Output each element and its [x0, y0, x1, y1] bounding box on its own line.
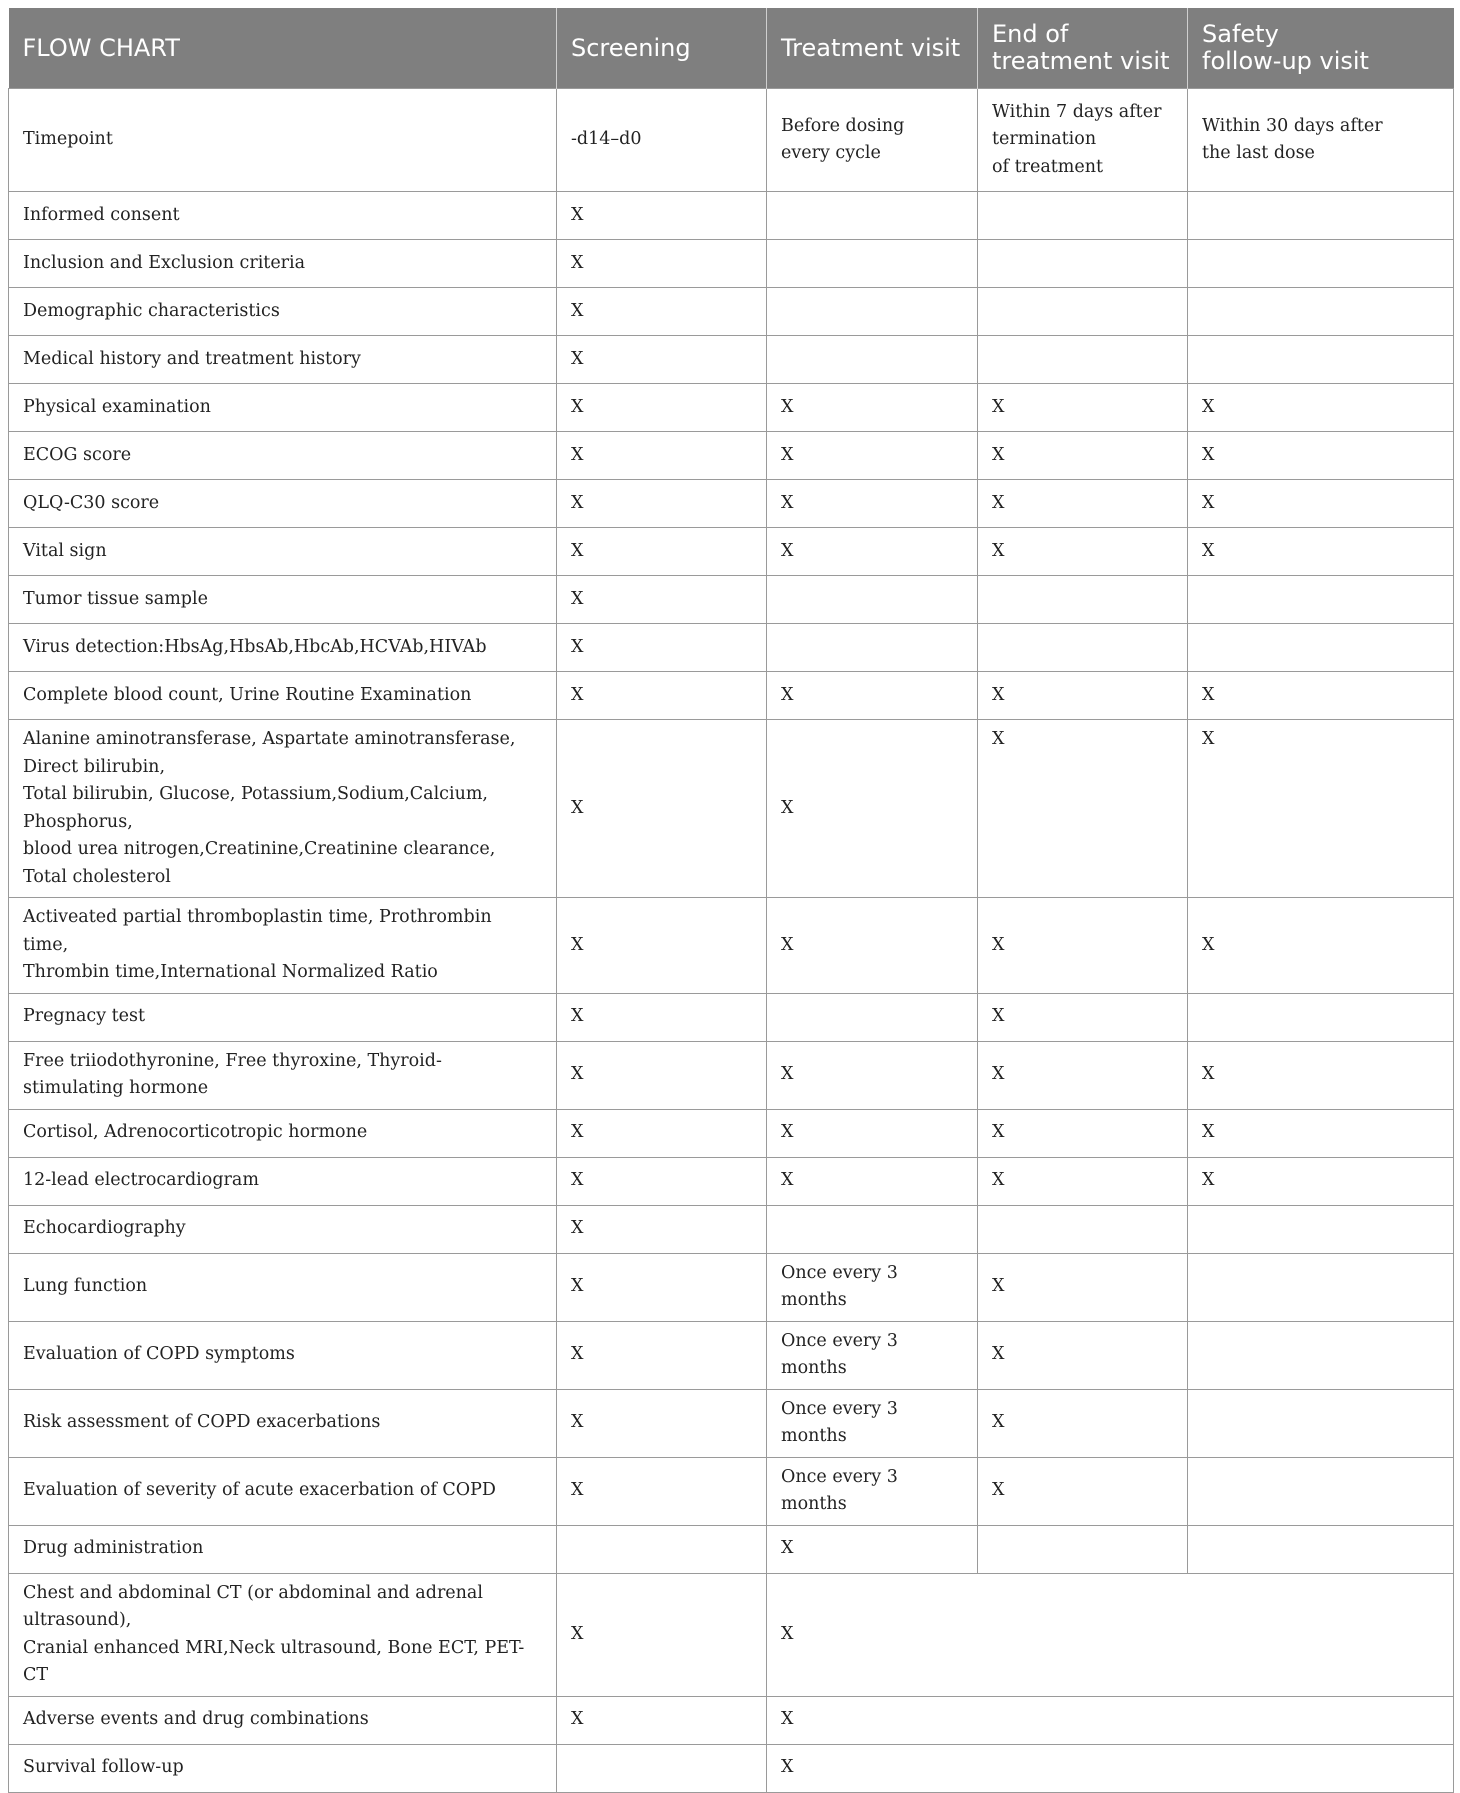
header-flow-chart: FLOW CHART	[9, 8, 557, 89]
header-screening: Screening	[557, 8, 767, 89]
cell-treatment: X	[767, 1041, 978, 1109]
cell-screening: X	[557, 993, 767, 1041]
cell-screening: X	[557, 720, 767, 898]
cell-safety	[1188, 624, 1454, 672]
row-label: Free triiodothyronine, Free thyroxine, Thyroid- stimulating hormone	[9, 1041, 557, 1109]
timepoint-label: Timepoint	[9, 89, 557, 192]
cell-safety	[1188, 1457, 1454, 1525]
header-safety-follow-up-visit: Safety follow-up visit	[1188, 8, 1454, 89]
row-label: Inclusion and Exclusion criteria	[9, 240, 557, 288]
row-label: Cortisol, Adrenocorticotropic hormone	[9, 1109, 557, 1157]
cell-safety: X	[1188, 528, 1454, 576]
table-row	[9, 432, 1454, 480]
cell-treatment: Once every 3 months	[767, 1253, 978, 1321]
cell-treatment	[767, 288, 978, 336]
table-row	[9, 336, 1454, 384]
cell-safety	[1188, 993, 1454, 1041]
row-label: Informed consent	[9, 192, 557, 240]
table-row	[9, 1525, 1454, 1573]
row-label: Lung function	[9, 1253, 557, 1321]
cell-safety	[1188, 288, 1454, 336]
row-label: 12-lead electrocardiogram	[9, 1157, 557, 1205]
timepoint-row	[9, 89, 1454, 192]
cell-end: X	[978, 898, 1188, 994]
cell-screening: X	[557, 1321, 767, 1389]
cell-safety	[1188, 1389, 1454, 1457]
cell-screening: X	[557, 240, 767, 288]
cell-end: X	[978, 1109, 1188, 1157]
table-row	[9, 576, 1454, 624]
table-row	[9, 1253, 1454, 1321]
row-label: Evaluation of severity of acute exacerbation of COPD	[9, 1457, 557, 1525]
cell-treatment	[767, 993, 978, 1041]
cell-safety	[1188, 240, 1454, 288]
row-label: Survival follow-up	[9, 1744, 557, 1792]
cell-safety: X	[1188, 480, 1454, 528]
cell-end: X	[978, 528, 1188, 576]
timepoint-end: Within 7 days after termination of treatment	[978, 89, 1188, 192]
cell-treatment	[767, 624, 978, 672]
cell-screening: X	[557, 898, 767, 994]
cell-end	[978, 192, 1188, 240]
table-row	[9, 1157, 1454, 1205]
timepoint-treatment: Before dosing every cycle	[767, 89, 978, 192]
table-row	[9, 720, 1454, 898]
cell-end: X	[978, 384, 1188, 432]
cell-end: X	[978, 432, 1188, 480]
flow-chart-table	[8, 8, 1454, 1793]
timepoint-screening: -d14–d0	[557, 89, 767, 192]
row-label: QLQ-C30 score	[9, 480, 557, 528]
table-row	[9, 1573, 1454, 1696]
row-label: Alanine aminotransferase, Aspartate aminotransferase, Direct bilirubin, Total bilirubin, Glucose, Potassium,Sodium,Calcium, Phosphorus, blood urea nitrogen,Creatinine,Creatinine clearance, Total cholesterol	[9, 720, 557, 898]
cell-screening: X	[557, 1696, 767, 1744]
cell-safety: X	[1188, 1041, 1454, 1109]
cell-end: X	[978, 1041, 1188, 1109]
row-label: Adverse events and drug combinations	[9, 1696, 557, 1744]
row-label: Chest and abdominal CT (or abdominal and adrenal ultrasound), Cranial enhanced MRI,Neck ultrasound, Bone ECT, PET-CT	[9, 1573, 557, 1696]
cell-screening: X	[557, 672, 767, 720]
row-label: ECOG score	[9, 432, 557, 480]
row-label: Echocardiography	[9, 1205, 557, 1253]
cell-screening: X	[557, 1109, 767, 1157]
cell-treatment: X	[767, 1525, 978, 1573]
cell-safety: X	[1188, 1157, 1454, 1205]
cell-screening: X	[557, 1253, 767, 1321]
cell-safety	[1188, 336, 1454, 384]
cell-treatment	[767, 192, 978, 240]
cell-treatment: X	[767, 432, 978, 480]
cell-treatment: X	[767, 384, 978, 432]
cell-safety: X	[1188, 1109, 1454, 1157]
cell-screening: X	[557, 480, 767, 528]
cell-treatment: X	[767, 1109, 978, 1157]
cell-treatment	[767, 1205, 978, 1253]
cell-treatment: Once every 3 months	[767, 1321, 978, 1389]
cell-end: X	[978, 672, 1188, 720]
row-label: Vital sign	[9, 528, 557, 576]
cell-screening: X	[557, 432, 767, 480]
table-row	[9, 1744, 1454, 1792]
cell-end: X	[978, 1321, 1188, 1389]
table-row	[9, 1696, 1454, 1744]
cell-end: X	[978, 720, 1188, 898]
cell-treatment: X	[767, 1157, 978, 1205]
row-label: Physical examination	[9, 384, 557, 432]
table-row	[9, 384, 1454, 432]
cell-end: X	[978, 480, 1188, 528]
table-row	[9, 528, 1454, 576]
row-label: Activeated partial thromboplastin time, Prothrombin time, Thrombin time,International Normalized Ratio	[9, 898, 557, 994]
cell-screening: X	[557, 576, 767, 624]
table-row	[9, 672, 1454, 720]
cell-safety	[1188, 1525, 1454, 1573]
cell-end	[978, 576, 1188, 624]
cell-screening: X	[557, 624, 767, 672]
cell-treatment: X	[767, 720, 978, 898]
timepoint-safety: Within 30 days after the last dose	[1188, 89, 1454, 192]
table-row	[9, 1205, 1454, 1253]
table-row	[9, 240, 1454, 288]
cell-end: X	[978, 1389, 1188, 1457]
cell-screening: X	[557, 1457, 767, 1525]
cell-screening: X	[557, 384, 767, 432]
table-row	[9, 1109, 1454, 1157]
cell-screening: X	[557, 336, 767, 384]
cell-treatment	[767, 576, 978, 624]
cell-treatment	[767, 240, 978, 288]
cell-safety: X	[1188, 432, 1454, 480]
row-label: Evaluation of COPD symptoms	[9, 1321, 557, 1389]
cell-treatment: X	[767, 1744, 1454, 1792]
cell-treatment: X	[767, 1696, 1454, 1744]
header-end-of-treatment-visit: End of treatment visit	[978, 8, 1188, 89]
table-row	[9, 192, 1454, 240]
cell-treatment: Once every 3 months	[767, 1457, 978, 1525]
cell-screening: X	[557, 288, 767, 336]
table-row	[9, 480, 1454, 528]
table-row	[9, 1457, 1454, 1525]
cell-end: X	[978, 1457, 1188, 1525]
cell-treatment: X	[767, 480, 978, 528]
cell-end	[978, 1205, 1188, 1253]
cell-screening: X	[557, 1041, 767, 1109]
table-row	[9, 1321, 1454, 1389]
cell-safety	[1188, 576, 1454, 624]
row-label: Drug administration	[9, 1525, 557, 1573]
table-row	[9, 1389, 1454, 1457]
cell-safety: X	[1188, 720, 1454, 898]
cell-safety	[1188, 192, 1454, 240]
table-row	[9, 898, 1454, 994]
cell-safety	[1188, 1321, 1454, 1389]
table-row	[9, 1041, 1454, 1109]
row-label: Complete blood count, Urine Routine Examination	[9, 672, 557, 720]
cell-treatment	[767, 336, 978, 384]
cell-screening	[557, 1525, 767, 1573]
cell-screening: X	[557, 1389, 767, 1457]
row-label: Tumor tissue sample	[9, 576, 557, 624]
cell-end	[978, 336, 1188, 384]
cell-safety: X	[1188, 384, 1454, 432]
row-label: Virus detection:HbsAg,HbsAb,HbcAb,HCVAb,HIVAb	[9, 624, 557, 672]
row-label: Pregnacy test	[9, 993, 557, 1041]
row-label: Demographic characteristics	[9, 288, 557, 336]
cell-safety: X	[1188, 672, 1454, 720]
cell-treatment: X	[767, 528, 978, 576]
row-label: Risk assessment of COPD exacerbations	[9, 1389, 557, 1457]
table-row	[9, 993, 1454, 1041]
cell-screening	[557, 1744, 767, 1792]
cell-end	[978, 240, 1188, 288]
cell-treatment: X	[767, 672, 978, 720]
table-row	[9, 624, 1454, 672]
cell-end	[978, 624, 1188, 672]
cell-safety	[1188, 1205, 1454, 1253]
cell-treatment: X	[767, 898, 978, 994]
cell-treatment: Once every 3 months	[767, 1389, 978, 1457]
cell-screening: X	[557, 528, 767, 576]
cell-safety	[1188, 1253, 1454, 1321]
header-treatment-visit: Treatment visit	[767, 8, 978, 89]
cell-screening: X	[557, 1157, 767, 1205]
cell-screening: X	[557, 1573, 767, 1696]
header-row	[9, 8, 1454, 89]
cell-safety: X	[1188, 898, 1454, 994]
cell-end: X	[978, 1253, 1188, 1321]
row-label: Medical history and treatment history	[9, 336, 557, 384]
cell-treatment: X	[767, 1573, 1454, 1696]
cell-screening: X	[557, 192, 767, 240]
cell-end	[978, 288, 1188, 336]
cell-screening: X	[557, 1205, 767, 1253]
table-row	[9, 288, 1454, 336]
cell-end	[978, 1525, 1188, 1573]
cell-end: X	[978, 1157, 1188, 1205]
cell-end: X	[978, 993, 1188, 1041]
